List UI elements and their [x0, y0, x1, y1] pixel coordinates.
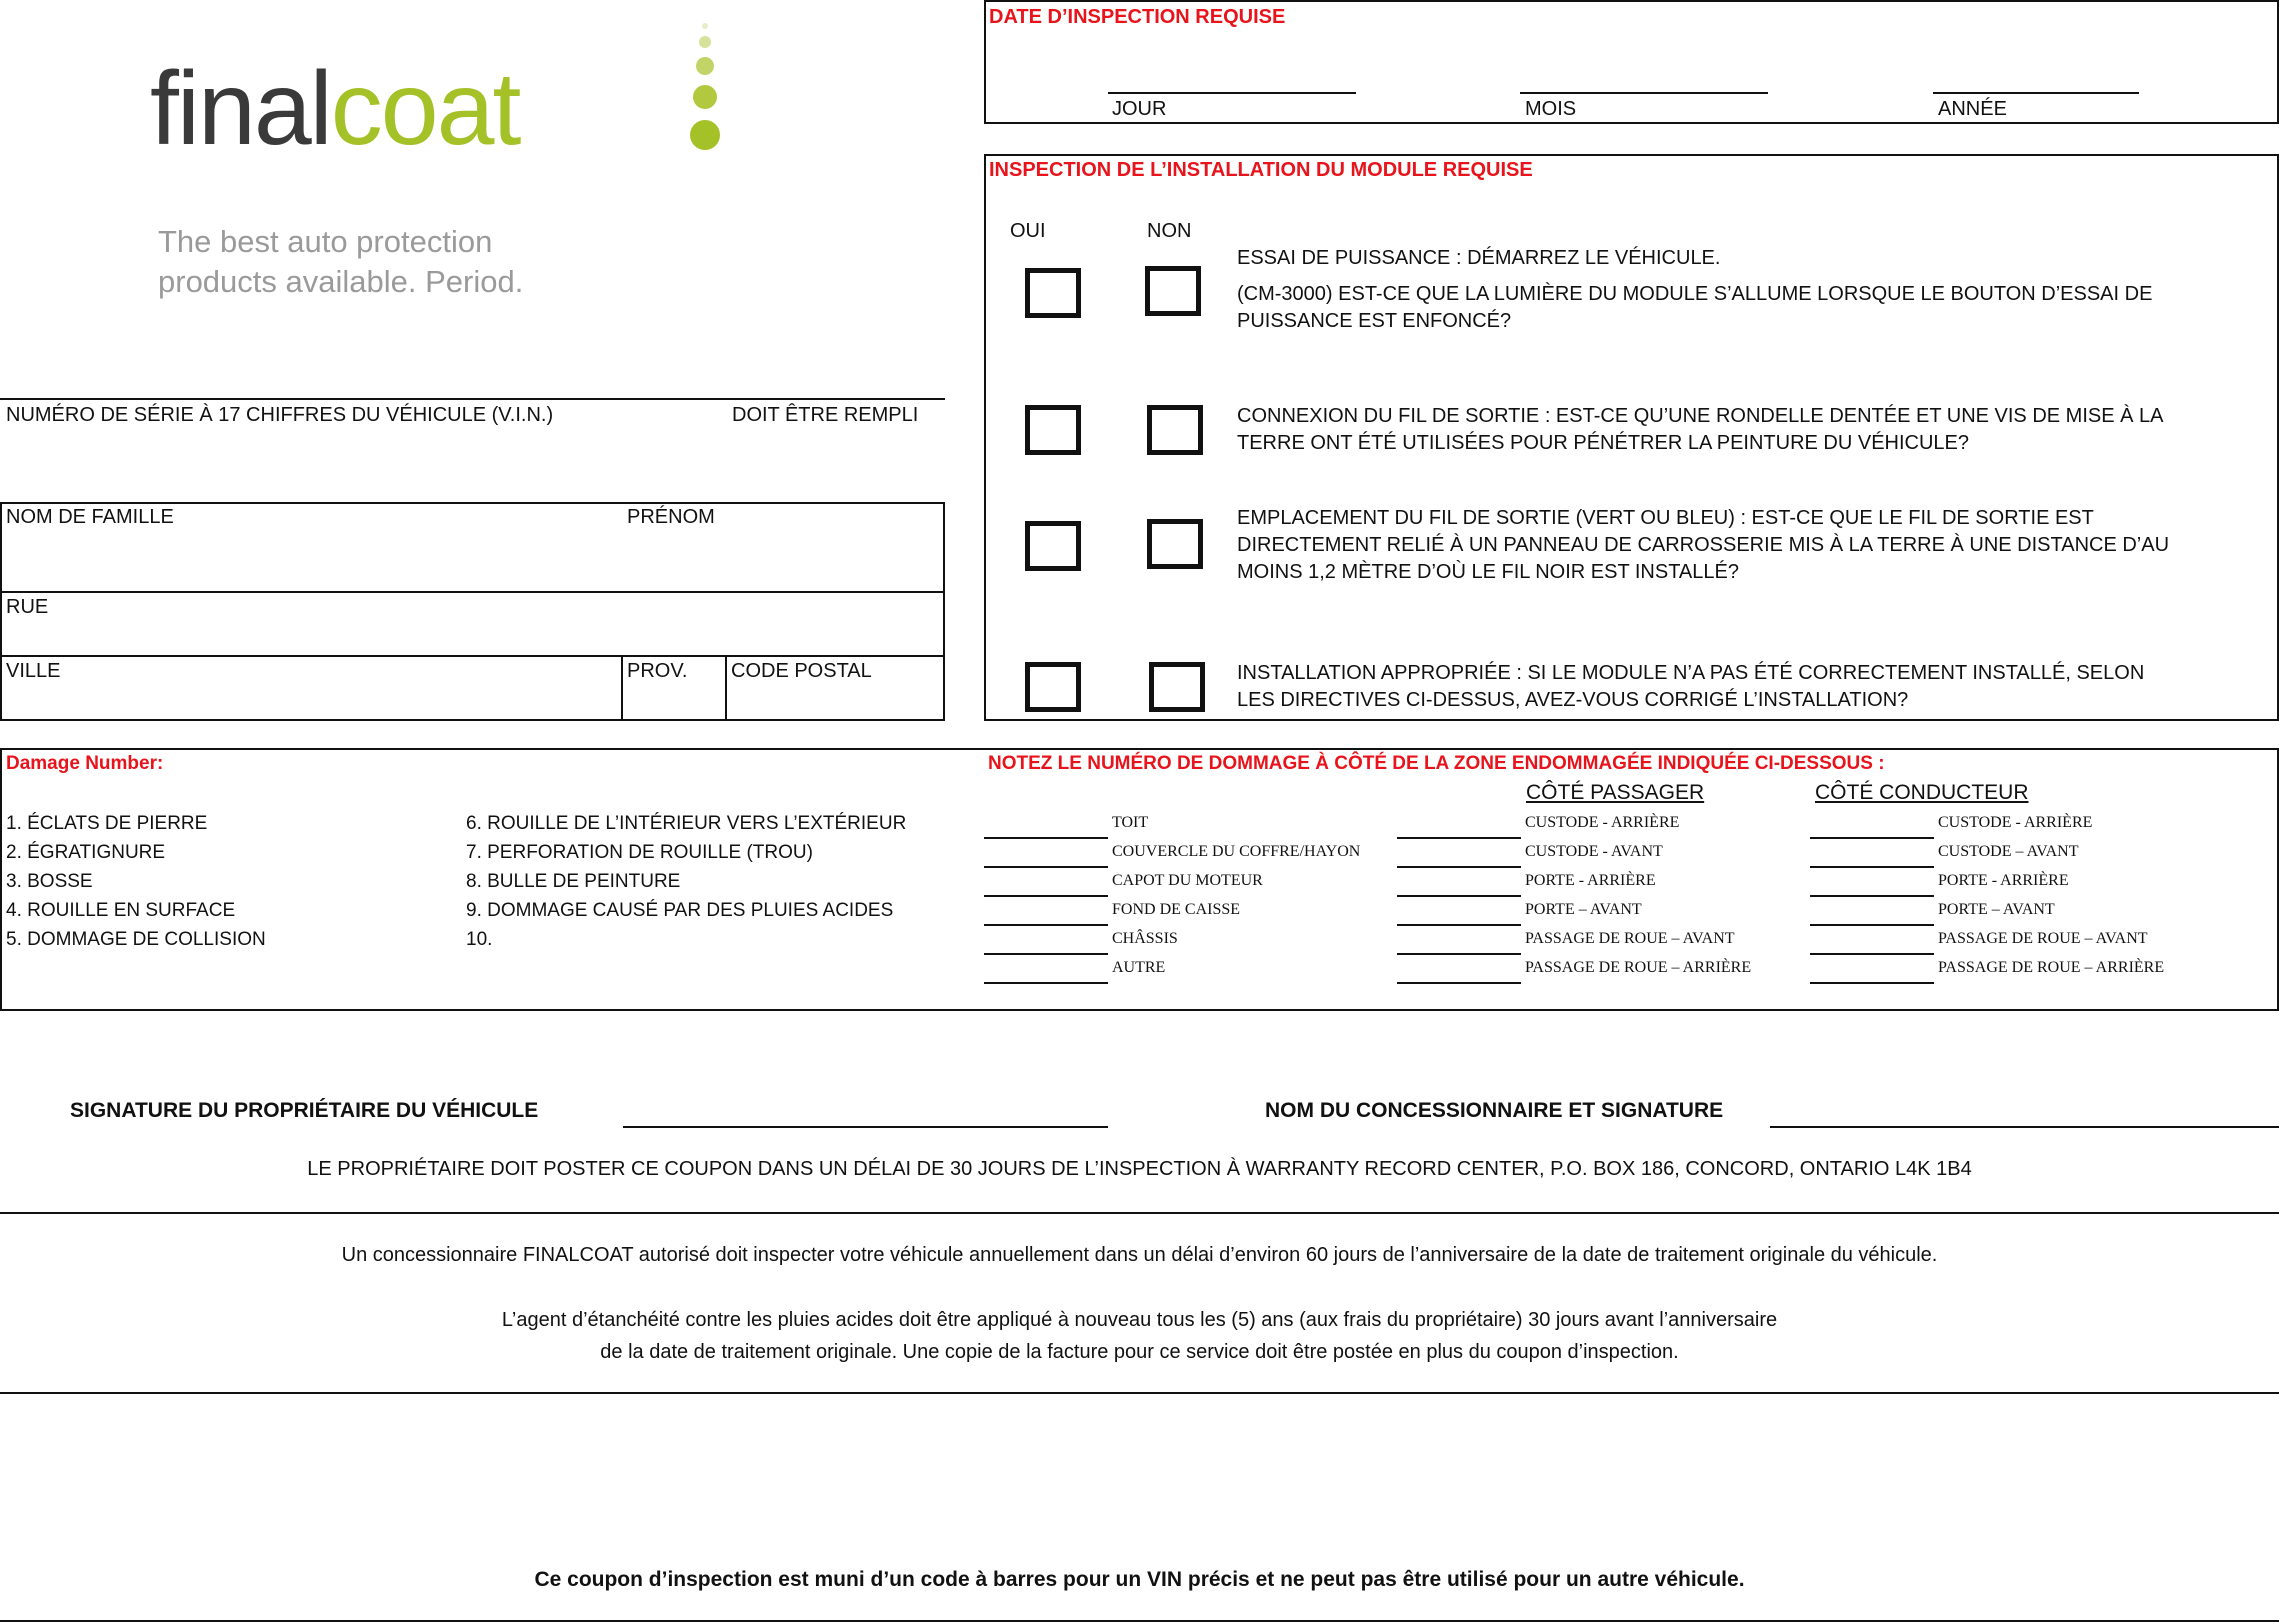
zone-label: PORTE - ARRIÈRE: [1938, 872, 2069, 889]
zone-label: CAPOT DU MOTEUR: [1112, 872, 1263, 889]
damage-type-9: 9. DOMMAGE CAUSÉ PAR DES PLUIES ACIDES: [466, 900, 894, 921]
yes-column-label: OUI: [1010, 220, 1046, 242]
last-name-field[interactable]: NOM DE FAMILLE: [6, 506, 174, 528]
question-proper-installation: [1237, 660, 2144, 714]
q1-yes-checkbox[interactable]: [1025, 268, 1081, 318]
q1-text-line-2: (CM-3000) EST-CE QUE LA LUMIÈRE DU MODULE S’ALLUME LORSQUE LE BOUTON D’ESSAI DE: [1237, 283, 2153, 305]
owner-signature-label: SIGNATURE DU PROPRIÉTAIRE DU VÉHICULE: [70, 1099, 539, 1122]
acid-rain-info-line-1: L’agent d’étanchéité contre les pluies acides doit être appliqué à nouveau tous les (5) ans (aux frais du propriétaire) 30 jours avant l’anniversaire: [501, 1309, 1778, 1331]
q3-text-line-1: EMPLACEMENT DU FIL DE SORTIE (VERT OU BLEU) : EST-CE QUE LE FIL DE SORTIE EST: [1237, 507, 2094, 529]
zone-label: CHÂSSIS: [1112, 930, 1178, 947]
zone-label: AUTRE: [1112, 959, 1166, 976]
first-name-field[interactable]: PRÉNOM: [627, 506, 715, 528]
damage-type-2: 2. ÉGRATIGNURE: [6, 842, 166, 863]
q1-text-line-1: ESSAI DE PUISSANCE : DÉMARREZ LE VÉHICULE.: [1237, 247, 1721, 269]
mail-notice: LE PROPRIÉTAIRE DOIT POSTER CE COUPON DANS UN DÉLAI DE 30 JOURS DE L’INSPECTION À WARRANTY RECORD CENTER, P.O. BOX 186, CONCORD, ONTARIO L4K 1B4: [307, 1158, 1972, 1180]
q3-text-line-2: DIRECTEMENT RELIÉ À UN PANNEAU DE CARROSSERIE MIS À LA TERRE À UNE DISTANCE D’AU: [1237, 534, 2170, 556]
q1-text-line-3: PUISSANCE EST ENFONCÉ?: [1237, 310, 1512, 332]
zone-entry-line[interactable]: [1397, 953, 1521, 955]
zone-entry-line[interactable]: [1810, 982, 1934, 984]
dealer-signature-line[interactable]: [1770, 1126, 2279, 1128]
damage-type-5: 5. DOMMAGE DE COLLISION: [6, 929, 266, 950]
year-label: ANNÉE: [1938, 98, 2007, 120]
q3-text-line-3: MOINS 1,2 MÈTRE D’OÙ LE FIL NOIR EST INSTALLÉ?: [1237, 561, 1739, 583]
zone-label: PORTE – AVANT: [1938, 901, 2055, 918]
barcode-notice: Ce coupon d’inspection est muni d’un code à barres pour un VIN précis et ne peut pas être utilisé pour un autre véhicule.: [534, 1568, 1745, 1591]
zone-entry-line[interactable]: [1397, 837, 1521, 839]
q3-no-checkbox[interactable]: [1147, 519, 1203, 569]
zone-entry-line[interactable]: [1397, 982, 1521, 984]
damage-type-1: 1. ÉCLATS DE PIERRE: [6, 813, 208, 834]
tagline-line-2: products available. Period.: [158, 264, 524, 299]
damage-number-title: Damage Number:: [6, 753, 164, 774]
owner-row-divider-1: [0, 591, 945, 593]
damage-types-list-left: [6, 809, 266, 954]
section-divider-top: [0, 1212, 2279, 1214]
vin-required-label: DOIT ÊTRE REMPLI: [732, 404, 919, 426]
day-label: JOUR: [1112, 98, 1167, 120]
zone-entry-line[interactable]: [984, 837, 1108, 839]
acid-rain-info-line-2: de la date de traitement originale. Une copie de la facture pour ce service doit être postée en plus du coupon d’inspection.: [600, 1341, 1679, 1363]
q3-yes-checkbox[interactable]: [1025, 521, 1081, 571]
question-power-test: [1237, 245, 2152, 335]
zone-label: FOND DE CAISSE: [1112, 901, 1241, 918]
zone-label: PASSAGE DE ROUE – AVANT: [1938, 930, 2148, 947]
zone-entry-line[interactable]: [984, 924, 1108, 926]
q4-text-line-1: INSTALLATION APPROPRIÉE : SI LE MODULE N’A PAS ÉTÉ CORRECTEMENT INSTALLÉ, SELON: [1237, 662, 2145, 684]
damage-type-6: 6. ROUILLE DE L’INTÉRIEUR VERS L’EXTÉRIEUR: [466, 813, 907, 834]
damage-types-list-right: [466, 809, 906, 954]
month-field-line[interactable]: [1520, 92, 1768, 94]
driver-side-header: CÔTÉ CONDUCTEUR: [1815, 781, 2029, 804]
damage-type-3: 3. BOSSE: [6, 871, 93, 892]
dealer-signature-label: NOM DU CONCESSIONNAIRE ET SIGNATURE: [1265, 1099, 1724, 1122]
inspection-date-title: DATE D’INSPECTION REQUISE: [989, 6, 1286, 28]
zone-entry-line[interactable]: [984, 953, 1108, 955]
section-divider-bottom: [0, 1392, 2279, 1394]
q2-no-checkbox[interactable]: [1147, 405, 1203, 455]
zone-entry-line[interactable]: [1810, 837, 1934, 839]
logo-text-final: final: [150, 51, 331, 167]
owner-signature-line[interactable]: [623, 1126, 1108, 1128]
city-prov-divider: [621, 655, 623, 721]
owner-info-box: [0, 502, 945, 721]
damage-type-10: 10.: [466, 929, 493, 950]
day-field-line[interactable]: [1108, 92, 1356, 94]
zone-entry-line[interactable]: [984, 866, 1108, 868]
logo-dots-icon: [680, 22, 730, 162]
acid-rain-info: [0, 1304, 2279, 1368]
owner-row-divider-2: [0, 655, 945, 657]
logo-tagline: [158, 222, 523, 302]
zone-entry-line[interactable]: [1810, 895, 1934, 897]
damage-type-7: 7. PERFORATION DE ROUILLE (TROU): [466, 842, 813, 863]
q4-no-checkbox[interactable]: [1149, 662, 1205, 712]
zone-entry-line[interactable]: [1810, 953, 1934, 955]
logo-wordmark: [150, 51, 520, 167]
zone-label: TOIT: [1112, 814, 1149, 831]
vin-label: NUMÉRO DE SÉRIE À 17 CHIFFRES DU VÉHICULE (V.I.N.): [6, 404, 554, 426]
postal-code-field[interactable]: CODE POSTAL: [731, 660, 872, 682]
zone-entry-line[interactable]: [984, 895, 1108, 897]
month-label: MOIS: [1525, 98, 1577, 120]
zone-entry-line[interactable]: [1810, 924, 1934, 926]
year-field-line[interactable]: [1933, 92, 2139, 94]
damage-type-8: 8. BULLE DE PEINTURE: [466, 871, 681, 892]
province-field[interactable]: PROV.: [627, 660, 688, 682]
zone-label: PORTE - ARRIÈRE: [1525, 872, 1656, 889]
zone-label: COUVERCLE DU COFFRE/HAYON: [1112, 843, 1361, 860]
q1-no-checkbox[interactable]: [1145, 266, 1201, 316]
logo-text-coat: coat: [330, 51, 520, 167]
vin-field-line[interactable]: [0, 398, 945, 400]
q4-text-line-2: LES DIRECTIVES CI-DESSUS, AVEZ-VOUS CORRIGÉ L’INSTALLATION?: [1237, 689, 1909, 711]
tagline-line-1: The best auto protection: [158, 224, 493, 259]
zone-label: CUSTODE - ARRIÈRE: [1525, 814, 1680, 831]
question-output-wire-location: [1237, 505, 2169, 586]
street-field[interactable]: RUE: [6, 596, 49, 618]
module-inspection-title: INSPECTION DE L’INSTALLATION DU MODULE REQUISE: [989, 159, 1533, 181]
passenger-side-header: CÔTÉ PASSAGER: [1526, 781, 1705, 804]
q2-text-line-2: TERRE ONT ÉTÉ UTILISÉES POUR PÉNÉTRER LA PEINTURE DU VÉHICULE?: [1237, 432, 1970, 454]
footer-divider: [0, 1620, 2279, 1622]
zone-label: PASSAGE DE ROUE – ARRIÈRE: [1938, 959, 2165, 976]
zone-entry-line[interactable]: [1810, 866, 1934, 868]
annual-inspection-info: Un concessionnaire FINALCOAT autorisé doit inspecter votre véhicule annuellement dans un délai d’environ 60 jours de l’anniversaire de la date de traitement originale du véhicule.: [341, 1244, 1938, 1266]
zone-entry-line[interactable]: [1397, 924, 1521, 926]
q2-yes-checkbox[interactable]: [1025, 405, 1081, 455]
q4-yes-checkbox[interactable]: [1025, 662, 1081, 712]
finalcoat-logo: [150, 48, 730, 178]
zone-entry-line[interactable]: [1397, 866, 1521, 868]
zone-label: CUSTODE - AVANT: [1525, 843, 1663, 860]
zone-entry-line[interactable]: [1397, 895, 1521, 897]
prov-postal-divider: [725, 655, 727, 721]
question-output-wire-connection: [1237, 403, 2163, 457]
zone-label: PASSAGE DE ROUE – AVANT: [1525, 930, 1735, 947]
zone-label: PORTE – AVANT: [1525, 901, 1642, 918]
damage-note: NOTEZ LE NUMÉRO DE DOMMAGE À CÔTÉ DE LA ZONE ENDOMMAGÉE INDIQUÉE CI-DESSOUS :: [988, 753, 1885, 774]
zone-entry-line[interactable]: [984, 982, 1108, 984]
zone-label: PASSAGE DE ROUE – ARRIÈRE: [1525, 959, 1752, 976]
no-column-label: NON: [1147, 220, 1192, 242]
zone-label: CUSTODE – AVANT: [1938, 843, 2079, 860]
q2-text-line-1: CONNEXION DU FIL DE SORTIE : EST-CE QU’UNE RONDELLE DENTÉE ET UNE VIS DE MISE À LA: [1237, 405, 2164, 427]
damage-type-4: 4. ROUILLE EN SURFACE: [6, 900, 236, 921]
city-field[interactable]: VILLE: [6, 660, 61, 682]
zone-label: CUSTODE - ARRIÈRE: [1938, 814, 2093, 831]
